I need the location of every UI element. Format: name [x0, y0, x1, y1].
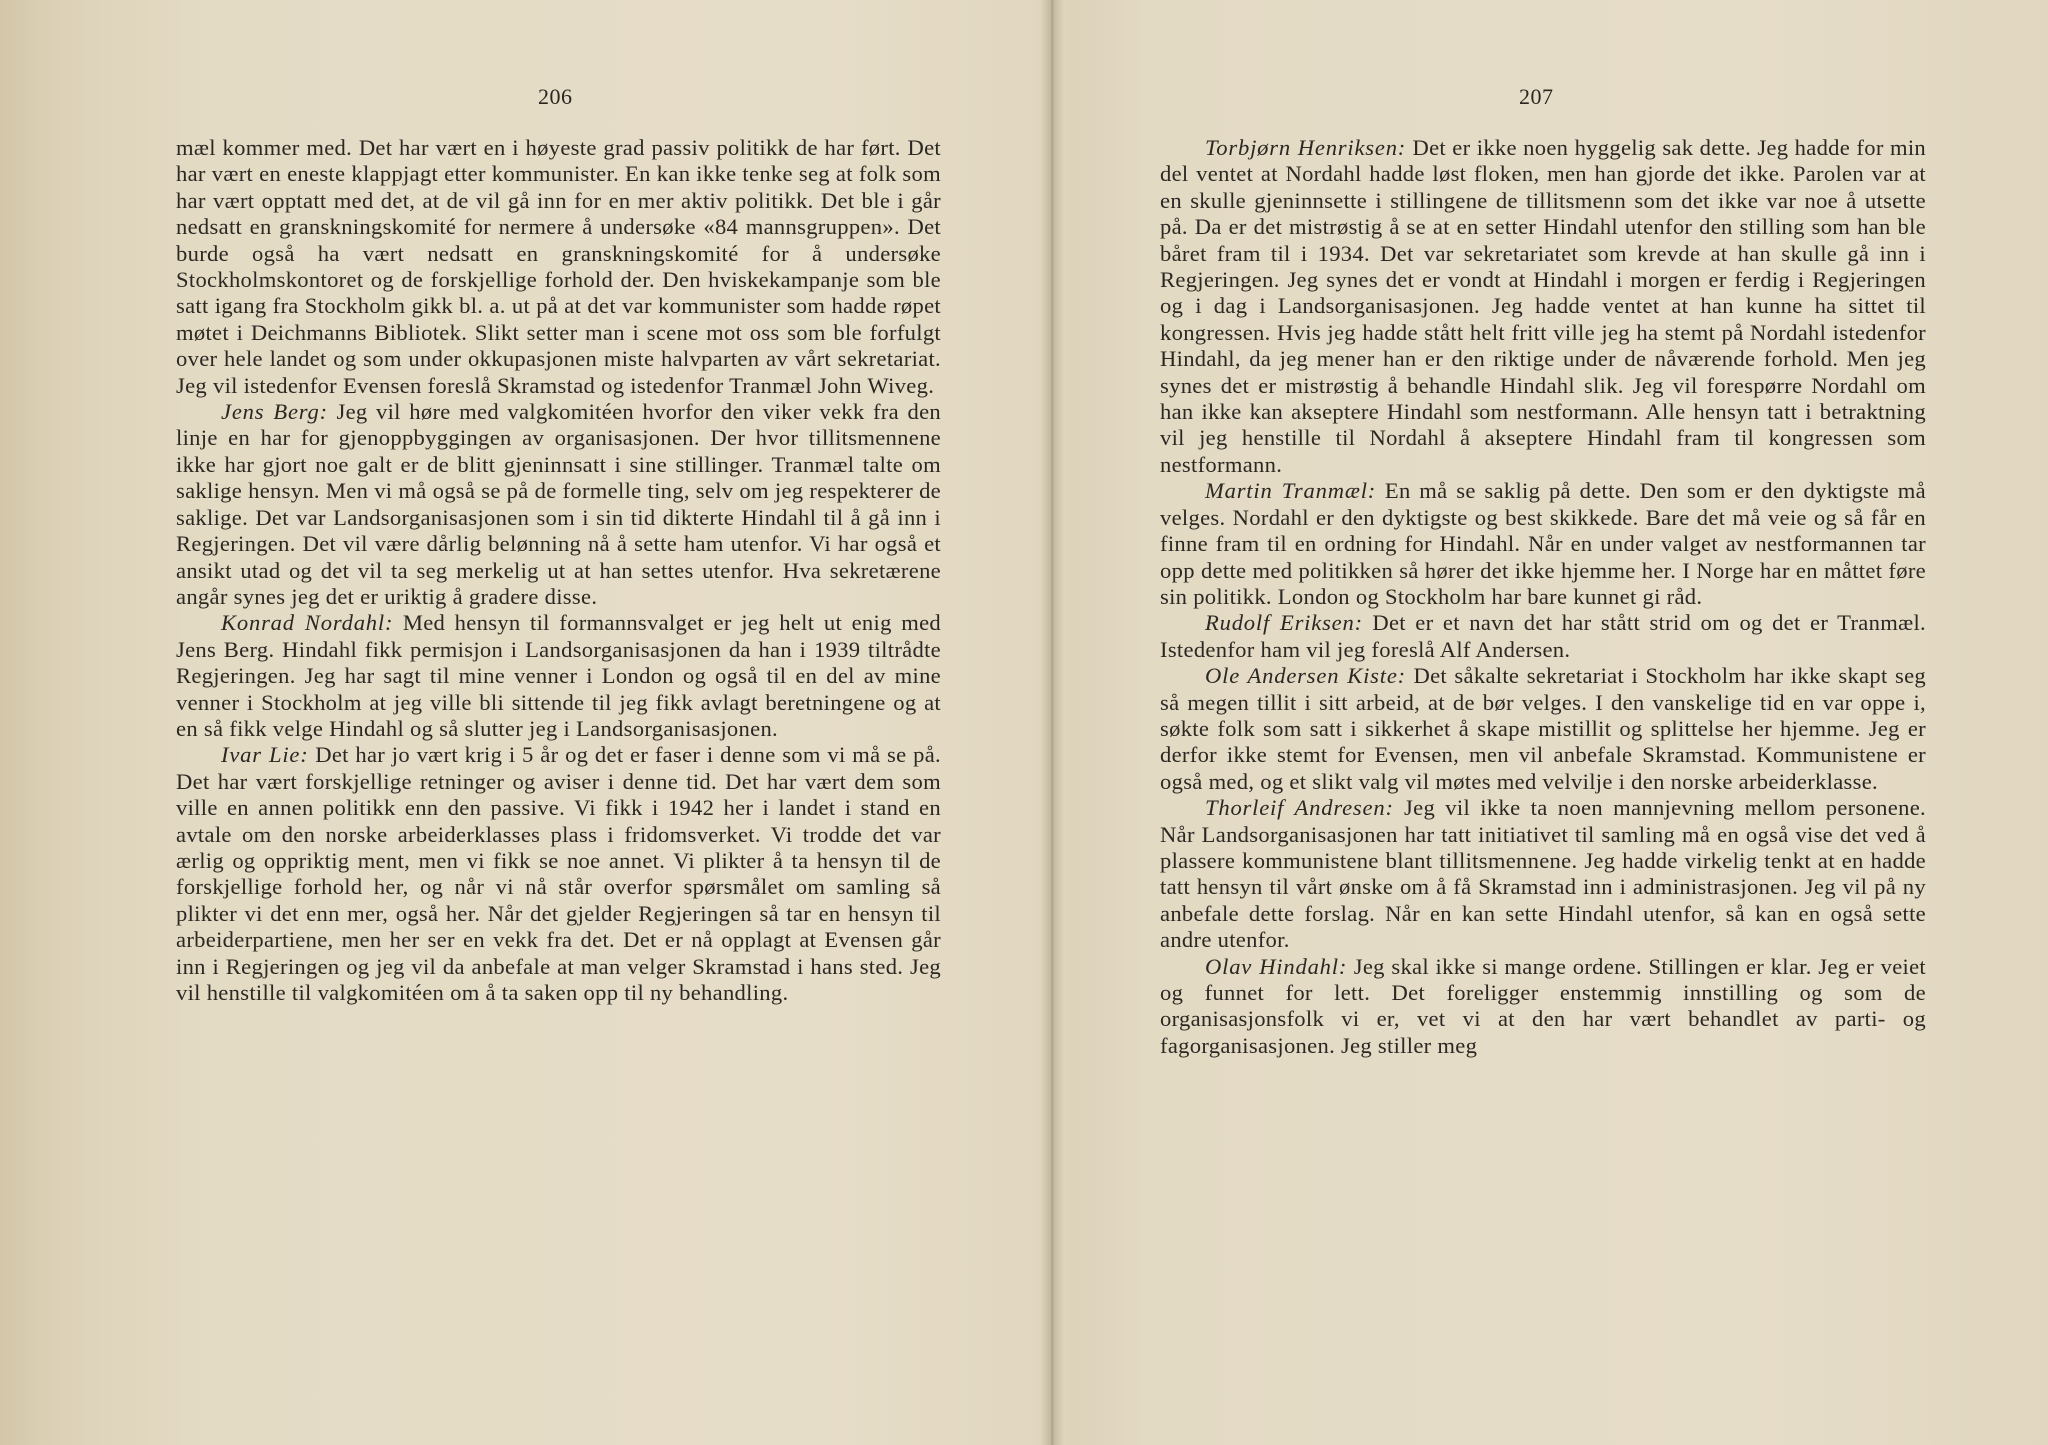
speaker-name: Jens Berg: — [221, 399, 328, 425]
speaker-name: Olav Hindahl: — [1205, 953, 1348, 979]
speaker-name: Thorleif Andresen: — [1205, 795, 1394, 821]
paragraph: Torbjørn Henriksen: Det er ikke noen hyggelig sak dette. Jeg hadde for min del ventet at Nordahl hadde løst floken, men han gjorde det ikke. Parolen var at en skulle gjeninnsette i stillingene de tillitsmenn som det ikke var noe å utsette på. Da er det mistrøstig å se at en setter Hindahl utenfor den stilling som han ble båret fram til i 1934. Det var sekretariatet som krevde at han skulle gå inn i Regjeringen. Jeg synes det er vondt at Hindahl i morgen er ferdig i Regjeringen og i dag i Landsorganisasjonen. Jeg hadde ventet at han kunne ha sittet til kongressen. Hvis jeg hadde stått helt fritt ville jeg ha stemt på Nordahl istedenfor Hindahl, da jeg mener han er den riktige under de nåværende forhold. Men jeg synes det er mistrøstig å behandle Hindahl slik. Jeg vil forespørre Nordahl om han ikke kan akseptere Hindahl som nestformann. Alle hensyn tatt i betraktning vil jeg henstille til Nordahl å akseptere Hindahl fram til kongressen som nestformann. — [1160, 135, 1926, 477]
paragraph: Olav Hindahl: Jeg skal ikke si mange ordene. Stillingen er klar. Jeg er veiet og funnet for lett. Det foreligger enstemmig innstilling og som de organisasjonsfolk vi er, vet vi at den har vært behandlet av parti- og fagorganisasjonen. Jeg stiller meg — [1160, 953, 1926, 1058]
paragraph: Konrad Nordahl: Med hensyn til formannsvalget er jeg helt ut enig med Jens Berg. Hindahl fikk permisjon i Landsorganisasjonen da han i 1939 tiltrådte Regjeringen. Jeg har sagt til mine venner i London og også til en del av mine venner i Stockholm at jeg ville bli sittende til jeg fikk avlagt beretningene og at en så fikk velge Hindahl og så slutter jeg i Landsorganisasjonen. — [176, 610, 941, 741]
right-page — [1052, 0, 2048, 1445]
speaker-name: Ivar Lie: — [221, 742, 309, 768]
left-page-text — [176, 135, 941, 1006]
speaker-name: Rudolf Eriksen: — [1205, 610, 1363, 636]
page-number-left: 206 — [538, 84, 573, 109]
paragraph: Martin Tranmæl: En må se saklig på dette. Den som er den dyktigste må velges. Nordahl er den dyktigste og best skikkede. Bare det må veie og så får en finne fram til en ordning for Hindahl. Når en under valget av nestformannen tar opp dette med politikken så hører det ikke hjemme her. I Norge har en måttet føre sin politikk. London og Stockholm har bare kunnet gi råd. — [1160, 478, 1926, 609]
speaker-name: Martin Tranmæl: — [1205, 478, 1377, 504]
speaker-name: Torbjørn Henriksen: — [1205, 135, 1407, 160]
paragraph: mæl kommer med. Det har vært en i høyeste grad passiv politikk de har ført. Det har vært en eneste klappjagt etter kommunister. En kan ikke tenke seg at folk som har vært opptatt med det, at de vil gå inn for en mer aktiv politikk. Det ble i går nedsatt en granskningskomité for nermere å undersøke «84 mannsgruppen». Det burde også ha vært nedsatt en granskningskomité for å undersøke Stockholmskontoret og de forskjellige forhold der. Den hviskekampanje som ble satt igang fra Stockholm gikk bl. a. ut på at det var kommunister som hadde røpet møtet i Deichmanns Bibliotek. Slikt setter man i scene mot oss som ble forfulgt over hele landet og som under okkupasjonen miste halvparten av vårt sekretariat. Jeg vil istedenfor Evensen foreslå Skramstad og istedenfor Tranmæl John Wiveg. — [176, 135, 941, 398]
paragraph: Ivar Lie: Det har jo vært krig i 5 år og det er faser i denne som vi må se på. Det har vært forskjellige retninger og aviser i denne tid. Det har vært dem som ville en annen politikk enn den passive. Vi fikk i 1942 her i landet i stand en avtale om den norske arbeiderklasses plass i fridomsverket. Vi trodde det var ærlig og oppriktig ment, men vi fikk se noe annet. Vi plikter å ta hensyn til de forskjellige forhold her, og når vi nå står overfor spørsmålet om samling så plikter vi det enn mer, også her. Når det gjelder Regjeringen så tar en hensyn til arbeiderpartiene, men her ser en vekk fra det. Det er nå opplagt at Evensen går inn i Regjeringen og jeg vil da anbefale at man velger Skramstad i hans sted. Jeg vil henstille til valgkomitéen om å ta saken opp til ny behandling. — [176, 742, 941, 1005]
speaker-name: Ole Andersen Kiste: — [1205, 663, 1407, 689]
paragraph: Rudolf Eriksen: Det er et navn det har stått strid om og det er Tranmæl. Istedenfor ham vil jeg foreslå Alf Andersen. — [1160, 610, 1927, 662]
page-number-right: 207 — [1519, 84, 1554, 109]
speaker-name: Konrad Nordahl: — [221, 610, 394, 636]
paragraph: Ole Andersen Kiste: Det såkalte sekretariat i Stockholm har ikke skapt seg så megen tillit i sitt arbeid, at de bør velges. I den vanskelige tid en var oppe i, søkte folk som satt i sikkerhet å skape mistillit og splittelse her hjemme. Jeg er derfor ikke stemt for Evensen, men vil anbefale Skramstad. Kommunistene er også med, og et slikt valg vil møtes med velvilje i den norske arbeiderklasse. — [1160, 663, 1926, 794]
paragraph: Thorleif Andresen: Jeg vil ikke ta noen mannjevning mellom personene. Når Landsorganisasjonen har tatt initiativet til samling må en også vise det ved å plassere kommunistene blant tillitsmennene. Jeg hadde virkelig tenkt at en hadde tatt hensyn til vårt ønske om å få Skramstad inn i administrasjonen. Jeg vil på ny anbefale dette forslag. Når en kan sette Hindahl utenfor, så kan en også sette andre utenfor. — [1160, 795, 1926, 953]
right-page-text — [1160, 135, 1926, 1059]
paragraph: Jens Berg: Jeg vil høre med valgkomitéen hvorfor den viker vekk fra den linje en har for gjenoppbyggingen av organisasjonen. Der hvor tillitsmennene ikke har gjort noe galt er de blitt gjeninnsatt i sine stillinger. Tranmæl talte om saklige hensyn. Men vi må også se på de formelle ting, selv om jeg respekterer de saklige. Det var Landsorganisasjonen som i sin tid dikterte Hindahl til å gå inn i Regjeringen. Det vil være dårlig belønning nå å sette ham utenfor. Vi har også et ansikt utad og det vil ta seg merkelig ut at han settes utenfor. Hva sekretærene angår synes jeg det er uriktig å gradere disse. — [176, 399, 941, 609]
